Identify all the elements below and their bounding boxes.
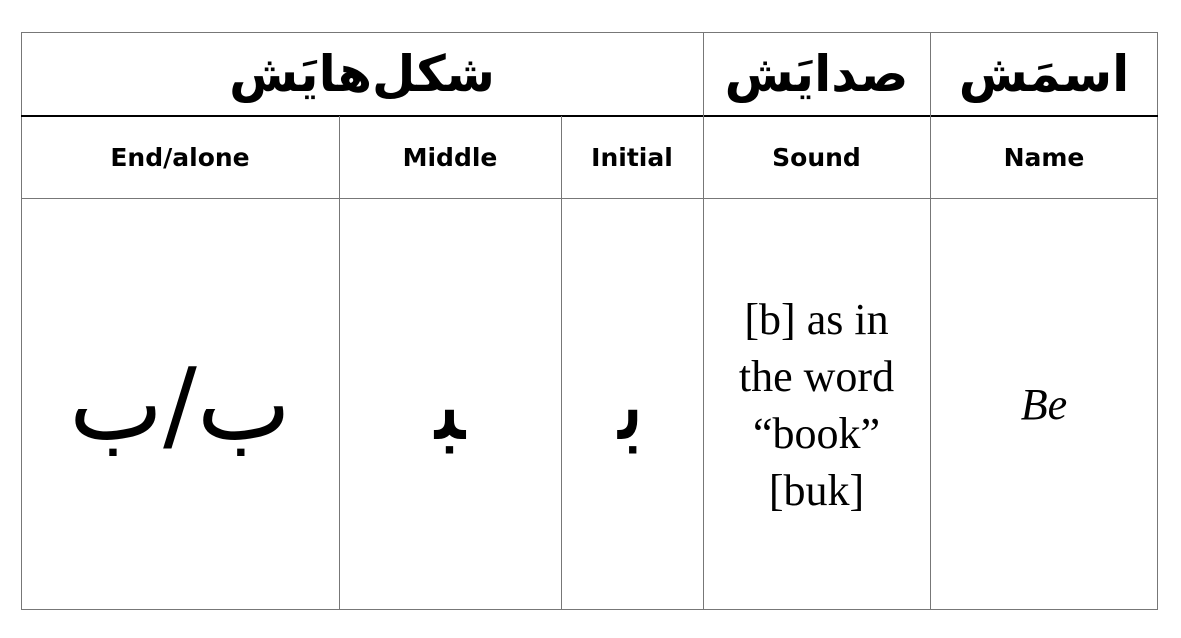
letter-table xyxy=(21,32,1158,610)
letter-name: Be xyxy=(1020,380,1068,429)
sound-description xyxy=(703,199,930,610)
sound-line: the word xyxy=(738,351,895,401)
header-initial: Initial xyxy=(591,143,673,172)
glyph-middle: ﺒ xyxy=(434,345,466,463)
glyph-initial: ﺑ xyxy=(618,345,646,463)
sound-line: “book” xyxy=(752,408,881,458)
header-sound: Sound xyxy=(772,143,861,172)
header-name: Name xyxy=(1003,143,1085,172)
header-forms-persian: شکل‌هایَش xyxy=(229,44,495,103)
sound-line: [b] as in xyxy=(744,294,889,344)
header-end-alone: End/alone xyxy=(110,143,250,172)
header-middle: Middle xyxy=(402,143,498,172)
header-name-persian: اسمَش xyxy=(958,44,1130,103)
glyph-end-alone: ب/ب xyxy=(69,345,291,463)
header-sound-persian: صدایَش xyxy=(724,44,909,103)
sound-line: [buk] xyxy=(768,465,865,515)
